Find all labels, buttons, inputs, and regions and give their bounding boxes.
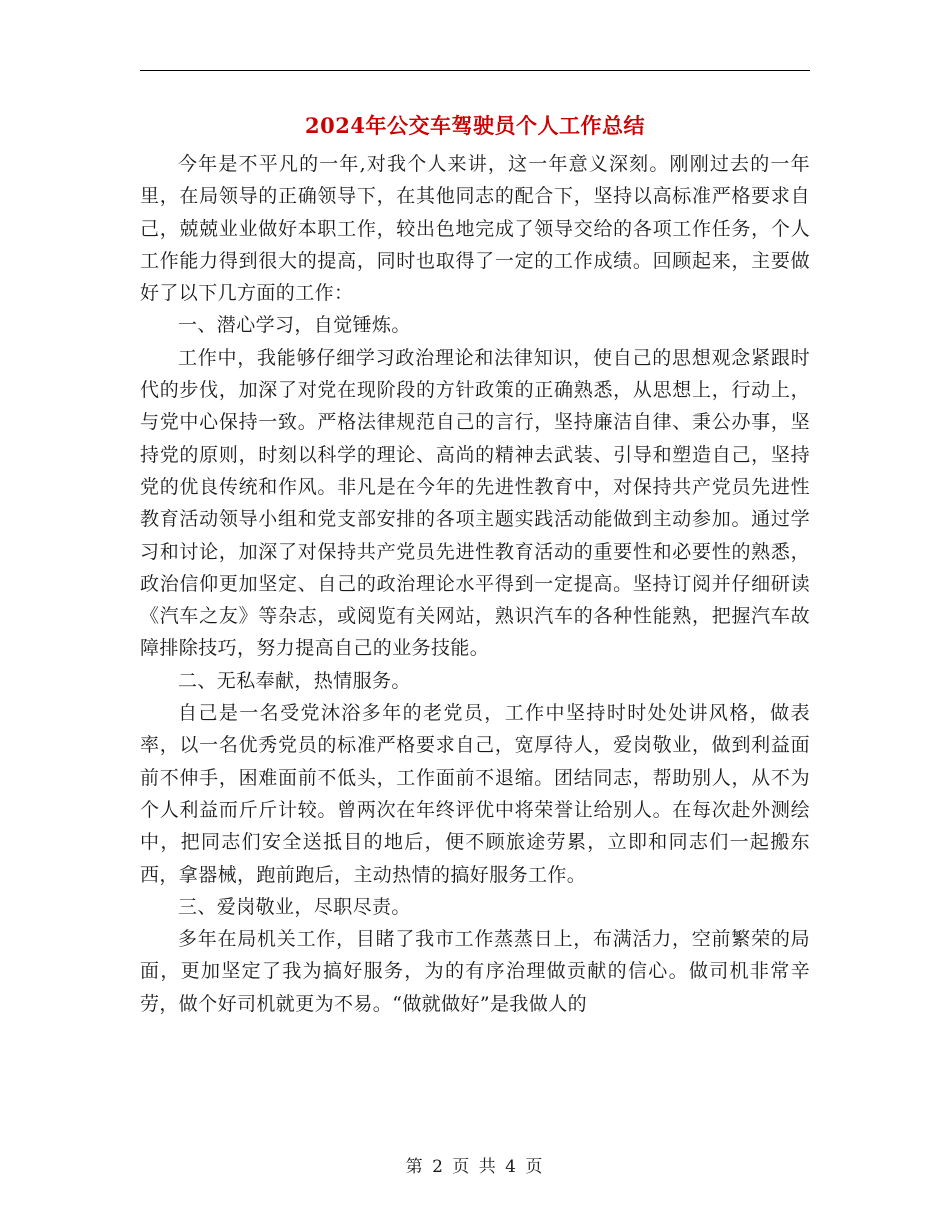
section-heading-2: 二、无私奉献，热情服务。 [178, 669, 411, 692]
section-heading-3: 三、爱岗敬业，尽职尽责。 [178, 895, 411, 918]
document-body [140, 148, 810, 1020]
paragraph-section-2: 自己是一名受党沐浴多年的老党员，工作中坚持时时处处讲风格，做表率，以一名优秀党员的标准严格要求自己，宽厚待人，爱岗敬业，做到利益面前不伸手，困难面前不低头，工作面前不退缩。团结同志，帮助别人，从不为个人利益而斤斤计较。曾两次在年终评优中将荣誉让给别人。在每次赴外测绘中，把同志们安全送抵目的地后，便不顾旅途劳累，立即和同志们一起搬东西，拿器械，跑前跑后，主动热情的搞好服务工作。 [140, 702, 810, 886]
page-number-footer: 第 2 页 共 4 页 [405, 1157, 545, 1177]
paragraph-section-1: 工作中，我能够仔细学习政治理论和法律知识，使自己的思想观念紧跟时代的步伐，加深了对党在现阶段的方针政策的正确熟悉，从思想上，行动上，与党中心保持一致。严格法律规范自己的言行，坚持廉洁自律、秉公办事，坚持党的原则，时刻以科学的理论、高尚的精神去武装、引导和塑造自己，坚持党的优良传统和作风。非凡是在今年的先进性教育中，对保持共产党员先进性教育活动领导小组和党支部安排的各项主题实践活动能做到主动参加。通过学习和讨论，加深了对保持共产党员先进性教育活动的重要性和必要性的熟悉，政治信仰更加坚定、自己的政治理论水平得到一定提高。坚持订阅并仔细研读《汽车之友》等杂志，或阅览有关网站，熟识汽车的各种性能熟，把握汽车故障排除技巧，努力提高自己的业务技能。 [140, 346, 810, 660]
paragraph-intro: 今年是不平凡的一年,对我个人来讲，这一年意义深刻。刚刚过去的一年里，在局领导的正确领导下，在其他同志的配合下，坚持以高标准严格要求自己，兢兢业业做好本职工作，较出色地完成了领导交给的各项工作任务，个人工作能力得到很大的提高，同时也取得了一定的工作成绩。回顾起来，主要做好了以下几方面的工作： [140, 153, 810, 305]
header-rule [140, 70, 810, 71]
section-heading-1: 一、潜心学习，自觉锤炼。 [178, 314, 411, 337]
paragraph-section-3: 多年在局机关工作，目睹了我市工作蒸蒸日上，布满活力，空前繁荣的局面，更加坚定了我为搞好服务，为的有序治理做贡献的信心。做司机非常辛劳，做个好司机就更为不易。“做就做好”是我做人的 [140, 928, 810, 1015]
document-title: 2024年公交车驾驶员个人工作总结 [305, 113, 645, 138]
